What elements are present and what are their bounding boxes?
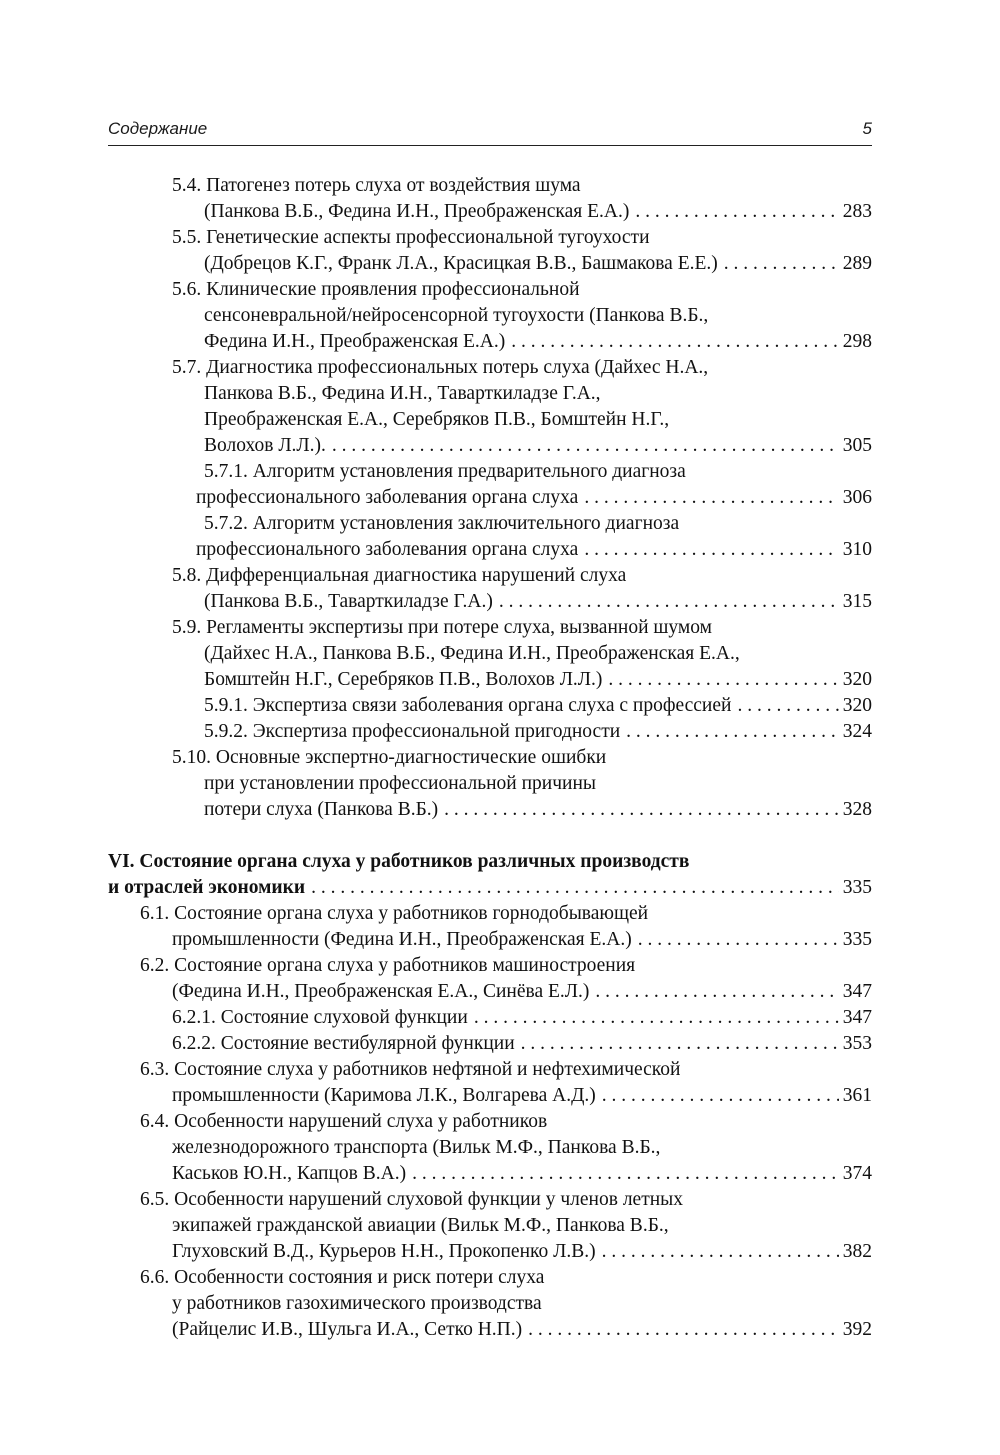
page-number: 5 [862,119,872,138]
toc-text: 5.7.2. Алгоритм установления заключительного диагноза [204,513,680,534]
leader-dots [626,719,839,745]
toc-text: при установлении профессиональной причины [204,773,597,794]
toc-text: Преображенская Е.А., Серебряков П.В., Бомштейн Н.Г., [204,409,670,430]
toc-text: Глуховский В.Д., Курьеров Н.Н., Прокопенко Л.В.) [172,1241,596,1262]
toc-text: промышленности (Федина И.Н., Преображенская Е.А.) [172,929,632,950]
toc-text: и отраслей экономики [108,877,306,898]
leader-dots [635,199,838,225]
toc-text: (Райцелис И.В., Шульга И.А., Сетко Н.П.) [172,1319,523,1340]
toc-page: 353 [842,1033,872,1054]
toc-entry [108,1005,872,1031]
toc-entry [108,667,872,693]
leader-dots [521,1031,839,1057]
toc-text: 6.1. Состояние органа слуха у работников горнодобывающей [140,903,649,924]
toc-page: 392 [842,1319,872,1340]
toc-line [108,1135,872,1161]
leader-dots [584,537,838,563]
toc-entry [108,719,872,745]
leader-dots [511,329,839,355]
leader-dots [608,667,838,693]
toc-line [108,953,872,979]
leader-dots [332,433,839,459]
toc-page: 335 [842,929,872,950]
leader-dots [724,251,839,277]
toc-text: Бомштейн Н.Г., Серебряков П.В., Волохов Л.Л.) [204,669,603,690]
toc-chapter-line [108,849,872,875]
toc-line [108,407,872,433]
toc-entry [108,537,872,563]
toc-text: 6.6. Особенности состояния и риск потери слуха [140,1267,545,1288]
toc-entry [108,199,872,225]
toc-text: 6.2.1. Состояние слуховой функции [172,1007,468,1028]
leader-dots [311,875,839,901]
toc-line [108,381,872,407]
toc-line [108,745,872,771]
toc-text: у работников газохимического производства [172,1293,542,1314]
leader-dots [602,1239,839,1265]
toc-page: 347 [842,1007,872,1028]
leader-dots [584,485,838,511]
toc-line [108,1291,872,1317]
leader-dots [444,797,839,823]
toc-text: 5.4. Патогенез потерь слуха от воздействия шума [172,175,581,196]
leader-dots [528,1317,839,1343]
toc-entry [108,329,872,355]
toc-text: (Панкова В.Б., Федина И.Н., Преображенская Е.А.) [204,201,630,222]
leader-dots [638,927,839,953]
toc-line [108,641,872,667]
toc-text: 6.2. Состояние органа слуха у работников машиностроения [140,955,636,976]
toc-text: (Панкова В.Б., Таварткиладзе Г.А.) [204,591,493,612]
toc-chapter-text: VI. Состояние органа слуха у работников различных производств [108,851,690,872]
toc-text: профессионального заболевания органа слуха [196,539,579,560]
toc-text: 5.9. Регламенты экспертизы при потере слуха, вызванной шумом [172,617,712,638]
toc-text: 5.5. Генетические аспекты профессиональной тугоухости [172,227,650,248]
toc-page: 347 [842,981,872,1002]
leader-dots [595,979,838,1005]
toc-text: 6.4. Особенности нарушений слуха у работников [140,1111,548,1132]
spacer [108,823,872,849]
toc-entry [108,485,872,511]
toc-text: 6.2.2. Состояние вестибулярной функции [172,1033,515,1054]
toc-page: 315 [842,591,872,612]
toc-text: сенсоневральной/нейросенсорной тугоухости (Панкова В.Б., [204,305,709,326]
toc-text: 6.3. Состояние слуха у работников нефтяной и нефтехимической [140,1059,681,1080]
toc-text: 5.9.2. Экспертиза профессиональной пригодности [204,721,621,742]
toc-text: 5.7. Диагностика профессиональных потерь слуха (Дайхес Н.А., [172,357,709,378]
toc-line [108,901,872,927]
leader-dots [412,1161,839,1187]
toc-line [108,225,872,251]
toc-text: 5.10. Основные экспертно-диагностические ошибки [172,747,607,768]
toc-entry [108,1239,872,1265]
toc-text: экипажей гражданской авиации (Вильк М.Ф., Панкова В.Б., [172,1215,669,1236]
toc-entry [108,797,872,823]
toc-entry [108,979,872,1005]
toc-text: Федина И.Н., Преображенская Е.А.) [204,331,506,352]
toc-text: (Дайхес Н.А., Панкова В.Б., Федина И.Н., Преображенская Е.А., [204,643,740,664]
toc-entry [108,1161,872,1187]
leader-dots [474,1005,839,1031]
toc-text: промышленности (Каримова Л.К., Волгарева А.Д.) [172,1085,596,1106]
toc-entry [108,251,872,277]
toc-text: профессионального заболевания органа слуха [196,487,579,508]
toc-text: 6.5. Особенности нарушений слуховой функции у членов летных [140,1189,684,1210]
toc-text: 5.7.1. Алгоритм установления предварительного диагноза [204,461,686,482]
toc-page: 306 [842,487,872,508]
leader-dots [602,1083,839,1109]
toc-line [108,511,872,537]
toc-line [108,615,872,641]
toc-page: 328 [842,799,872,820]
toc-line [108,1187,872,1213]
toc-entry [108,693,872,719]
toc-text: Панкова В.Б., Федина И.Н., Таварткиладзе Г.А., [204,383,601,404]
toc-line [108,1213,872,1239]
toc-page: 320 [842,669,872,690]
toc-page: 310 [842,539,872,560]
toc-line [108,1265,872,1291]
toc-chapter-entry [108,875,872,901]
toc-page: 324 [842,721,872,742]
toc-text: 5.6. Клинические проявления профессиональной [172,279,580,300]
leader-dots [499,589,839,615]
toc-line [108,173,872,199]
toc-line [108,1057,872,1083]
toc-page: 320 [842,695,872,716]
running-header [108,115,872,146]
toc-text: (Добрецов К.Г., Франк Л.А., Красицкая В.В., Башмакова Е.Е.) [204,253,718,274]
toc-entry [108,433,872,459]
toc-text: (Федина И.Н., Преображенская Е.А., Синёва Е.Л.) [172,981,590,1002]
toc-page: 361 [842,1085,872,1106]
toc-line [108,355,872,381]
toc-page: 374 [842,1163,872,1184]
toc-entry [108,589,872,615]
toc-line [108,771,872,797]
toc-line [108,303,872,329]
toc-entry [108,1083,872,1109]
toc-text: железнодорожного транспорта (Вильк М.Ф., Панкова В.Б., [172,1137,661,1158]
toc-page: 305 [842,435,872,456]
toc-page: 382 [842,1241,872,1262]
toc-line [108,459,872,485]
toc-text: 5.8. Дифференциальная диагностика нарушений слуха [172,565,627,586]
toc-line [108,277,872,303]
toc-line [108,563,872,589]
toc-entry [108,927,872,953]
toc-page: 289 [842,253,872,274]
toc-text: потери слуха (Панкова В.Б.) [204,799,439,820]
table-of-contents [108,173,872,1343]
running-header-title: Содержание [108,119,208,138]
toc-line [108,1109,872,1135]
leader-dots [737,693,838,719]
toc-entry [108,1317,872,1343]
toc-text: Каськов Ю.Н., Капцов В.А.) [172,1163,407,1184]
toc-entry [108,1031,872,1057]
toc-text: Волохов Л.Л.). [204,435,326,456]
toc-page: 283 [842,201,872,222]
toc-page: 335 [842,877,872,898]
toc-text: 5.9.1. Экспертиза связи заболевания органа слуха с профессией [204,695,732,716]
toc-page: 298 [842,331,872,352]
